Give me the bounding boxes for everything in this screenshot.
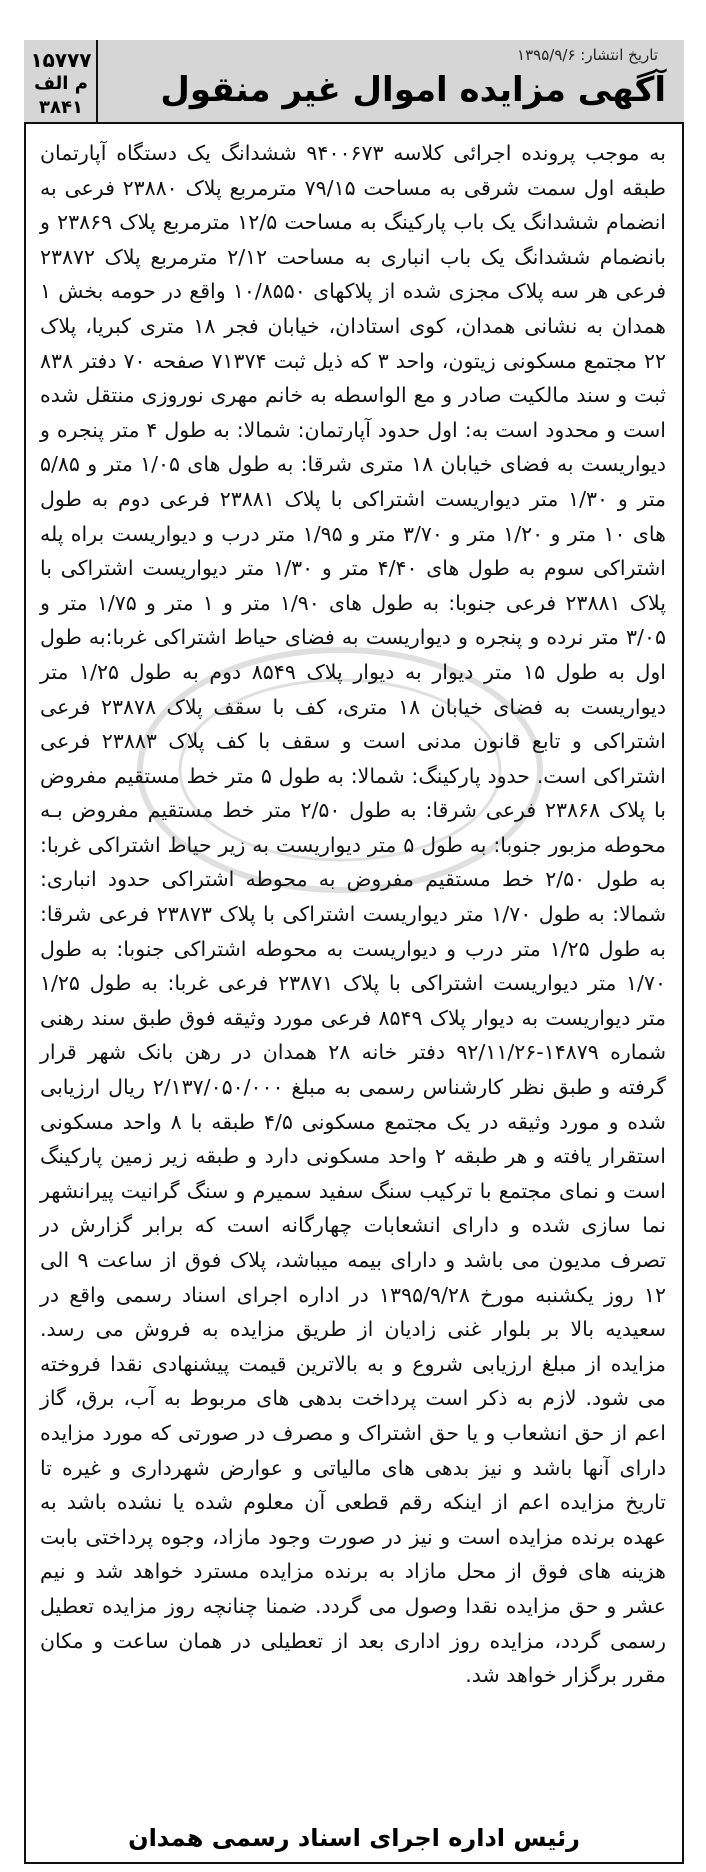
ad-code-label: م الف [34, 73, 88, 94]
ad-number: ۱۵۷۷۷ [30, 48, 92, 72]
announcement-body: به موجب پرونده اجرائی کلاسه ۹۴۰۰۶۷۳ ششدانگ یک دستگاه آپارتمان طبقه اول سمت شرقی به مساحت ۷۹/۱۵ مترمربع پلاک ۲۳۸۸۰ فرعی به انضمام ششدانگ یک باب پارکینگ به مساحت ۱۲/۵ مترمربع پلاک ۲۳۸۶۹ و بانضمام ششدانگ یک باب انباری به مساحت ۲/۱۲ مترمربع پلاک ۲۳۸۷۲ فرعی هر سه پلاک مجزی شده از پلاکهای ۱۰/۸۵۵۰ واقع در حومه بخش ۱ همدان به نشانی همدان، کوی استادان، خیابان فجر ۱۸ متری کبریا، پلاک ۲۲ مجتمع مسکونی زیتون، واحد ۳ که ذیل ثبت ۷۱۳۷۴ صفحه ۷۰ دفتر ۸۳۸ ثبت و سند مالکیت صادر و مع الواسطه به خانم مهری نوروزی منتقل شده است و محدود است به: اول حدود آپارتمان: شمالا: به طول ۴ متر پنجره و دیواریست به فضای خیابان ۱۸ متری شرقا: به طول های ۱/۰۵ متر و ۵/۸۵ متر و ۱/۳۰ متر دیواریست اشتراکی با پلاک ۲۳۸۸۱ فرعی دوم به طول های ۱۰ متر و ۱/۲۰ متر و ۳/۷۰ متر و ۱/۹۵ متر درب و دیواریست براه پله اشتراکی سوم به طول های ۴/۴۰ متر و ۱/۳۰ متر دیواریست اشتراکی با پلاک ۲۳۸۸۱ فرعی جنوبا: به طول های ۱/۹۰ متر و ۱ متر و ۱/۷۵ متر و ۳/۰۵ متر نرده و پنجره و دیواریست به فضای حیاط اشتراکی غربا:به طول اول به طول ۱۵ متر دیوار به دیوار پلاک ۸۵۴۹ دوم به طول ۱/۲۵ متر دیواریست به فضای خیابان ۱۸ متری، کف با سقف پلاک ۲۳۸۷۸ فرعی اشتراکی و تابع قانون مدنی است و سقف با کف پلاک ۲۳۸۸۳ فرعی اشتراکی است. حدود پارکینگ: شمالا: به طول ۵ متر خط مستقیم مفروض با پلاک ۲۳۸۶۸ فرعی شرقا: به طول ۲/۵۰ متر خط مستقیم مفروض بـه محوطه مزبور جنوبا: به طول ۵ متر دیواریست به زیر حیاط اشتراکی غربا: به طول ۲/۵۰ خط مستقیم مفروض به محوطه اشتراکی حدود انباری: شمالا: به طول ۱/۷۰ متر دیواریست اشتراکی با پلاک ۲۳۸۷۳ فرعی شرقا: به طول ۱/۲۵ متر درب و دیواریست به محوطه اشتراکی جنوبا: به طول ۱/۷۰ متر دیواریست اشتراکی با پلاک ۲۳۸۷۱ فرعی غربا: به طول ۱/۲۵ متر دیواریست به دیوار پلاک ۸۵۴۹ فرعی مورد وثیقه فوق طبق سند رهنی شماره ۱۴۸۷۹-۹۲/۱۱/۲۶ دفتر خانه ۲۸ همدان در رهن بانک شهر قرار گرفته و طبق نظر کارشناس رسمی به مبلغ ۲/۱۳۷/۰۵۰/۰۰۰ ریال ارزیابی شده و مورد وثیقه در یک مجتمع مسکونی ۴/۵ طبقه با ۸ واحد مسکونی استقرار یافته و هر طبقه ۲ واحد مسکونی دارد و طبقه زیر زمین پارکینگ است و نمای مجتمع با ترکیب سنگ سفید سمیرم و سنگ گرانیت پیرانشهر نما سازی شده و دارای انشعابات چهارگانه است که برابر گزارش در تصرف مدیون می باشد و دارای بیمه میباشد، پلاک فوق از ساعت ۹ الی ۱۲ روز یکشنبه مورخ ۱۳۹۵/۹/۲۸ در اداره اجرای اسناد رسمی واقع در سعیدیه بالا بر بلوار غنی زادیان از طریق مزایده به فروش می رسد. مزایده از مبلغ ارزیابی شروع و به بالاترین قیمت پیشنهادی نقدا فروخته می شود. لازم به ذکر است پرداخت بدهی های مربوط به آب، برق، گاز اعم از حق انشعاب و یا حق اشتراک و مصرف در صورتی که مورد مزایده دارای آنها باشد و نیز بدهی های مالیاتی و عوارض شهرداری و غیره تا تاریخ مزایده اعم از اینکه رقم قطعی آن معلوم شده یا نشده باشد به عهده برنده مزایده است و نیز در صورت وجود مازاد، وجوه پرداختی بابت هزینه های فوق از محل مازاد به برنده مزایده مسترد خواهد شد و نیم عشر و حق مزایده نقدا وصول می گردد. ضمنا چنانچه روز مزایده تعطیل رسمی گردد، مزایده روز اداری بعد از تعطیلی در همان ساعت و مکان مقرر برگزار خواهد شد. [40, 141, 667, 1688]
publish-date: تاریخ انتشار: ۱۳۹۵/۹/۶ [517, 46, 658, 64]
ad-number-box [28, 48, 94, 120]
signature-line: رئیس اداره اجرای اسناد رسمی همدان [128, 1824, 580, 1852]
header-divider [96, 40, 98, 124]
page-title: آگهی مزایده اموال غیر منقول [160, 70, 666, 110]
ad-code-number: ۳۸۴۱ [39, 97, 83, 118]
